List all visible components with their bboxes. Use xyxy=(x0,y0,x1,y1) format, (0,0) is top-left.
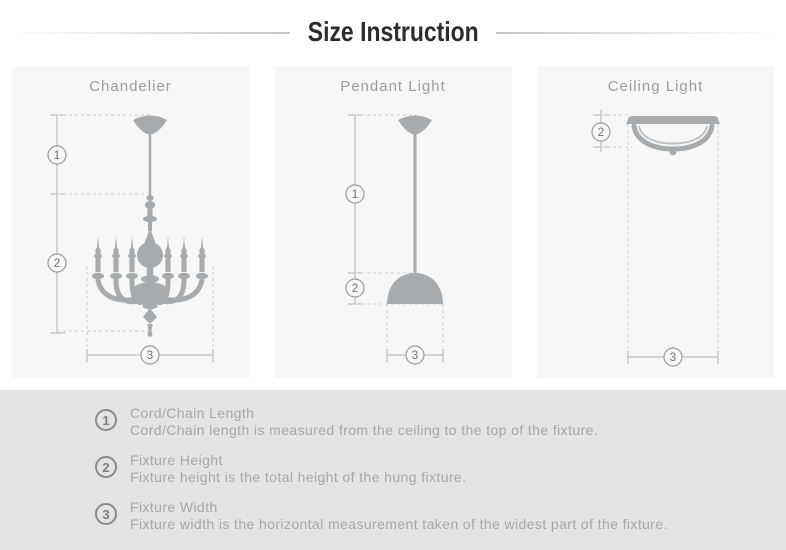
legend-item-fixture-height xyxy=(95,452,766,486)
legend-item-cord-chain-length xyxy=(95,405,766,439)
svg-text:1: 1 xyxy=(351,189,358,201)
legend-label: Fixture Width xyxy=(130,499,218,515)
pendant-marker-1 xyxy=(346,185,364,203)
panels-row xyxy=(12,66,774,378)
pendant-diagram xyxy=(275,66,512,378)
legend-item-fixture-width xyxy=(95,499,766,533)
chandelier-marker-1 xyxy=(48,146,66,164)
panel-chandelier xyxy=(12,66,249,378)
page-title: Size Instruction xyxy=(307,16,479,47)
legend-number-1-icon: 1 xyxy=(95,409,117,431)
legend-number-3-icon: 3 xyxy=(95,503,117,525)
svg-text:3: 3 xyxy=(411,350,418,362)
legend-description: Fixture width is the horizontal measurement taken of the widest part of the fixture. xyxy=(130,516,668,532)
ceiling-diagram xyxy=(537,66,774,378)
chandelier-dimension-lines xyxy=(50,115,213,362)
ceiling-marker-2 xyxy=(592,123,610,141)
ceiling-marker-3 xyxy=(664,348,682,366)
legend-label: Cord/Chain Length xyxy=(130,405,255,421)
svg-text:2: 2 xyxy=(53,258,61,270)
chandelier-diagram xyxy=(12,66,249,378)
svg-text:2: 2 xyxy=(597,127,605,139)
pendant-marker-3 xyxy=(406,346,424,364)
panel-pendant-light xyxy=(275,66,512,378)
svg-text:2: 2 xyxy=(351,283,358,295)
panel-heading-chandelier: Chandelier xyxy=(89,78,172,95)
legend-description: Cord/Chain length is measured from the ceiling to the top of the fixture. xyxy=(130,422,599,438)
header xyxy=(0,0,786,64)
pendant-marker-2 xyxy=(346,279,364,297)
chandelier-marker-3 xyxy=(141,346,159,364)
pendant-silhouette xyxy=(387,116,443,305)
panel-heading-pendant-light: Pendant Light xyxy=(340,78,446,95)
title-divider-left xyxy=(8,32,290,34)
ceiling-silhouette xyxy=(626,116,720,155)
pendant-dimension-lines xyxy=(348,115,443,362)
chandelier-marker-2 xyxy=(48,254,66,272)
svg-text:3: 3 xyxy=(669,352,677,364)
svg-text:3: 3 xyxy=(146,350,154,362)
svg-text:1: 1 xyxy=(53,150,61,162)
legend-number-2-icon: 2 xyxy=(95,456,117,478)
legend-label: Fixture Height xyxy=(130,452,223,468)
panel-ceiling-light xyxy=(537,66,774,378)
legend-description: Fixture height is the total height of the hung fixture. xyxy=(130,469,467,485)
legend-section xyxy=(0,390,786,550)
panel-heading-ceiling-light: Ceiling Light xyxy=(607,78,704,95)
chandelier-silhouette xyxy=(92,116,208,337)
title-divider-right xyxy=(496,32,778,34)
